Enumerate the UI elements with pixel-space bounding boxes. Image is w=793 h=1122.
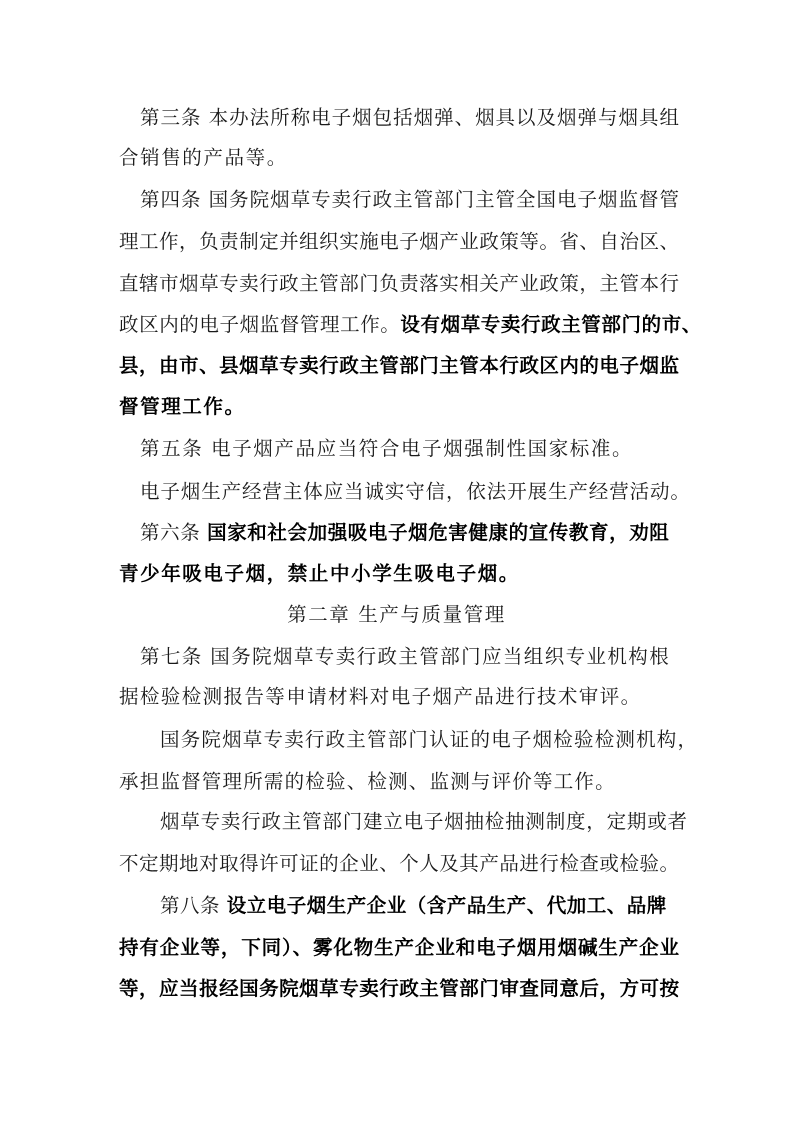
article-6-line-1 <box>140 521 679 545</box>
text-run: 第八条 <box>160 894 227 917</box>
bold-text-run: 青少年吸电子烟，禁止中小学生吸电子烟。 <box>119 562 520 585</box>
article-8-line-1 <box>160 894 679 918</box>
text-run: 政区内的电子烟监督管理工作。 <box>119 313 401 336</box>
bold-text-run: 设立电子烟生产企业（含产品生产、代加工、品牌 <box>226 894 667 917</box>
chapter-title: 第二章 生产与质量管理 <box>287 603 506 626</box>
article-4-line-5 <box>119 354 679 378</box>
article-7-line-2 <box>119 685 679 709</box>
article-5-line-1 <box>140 437 679 461</box>
article-4-line-4 <box>119 313 702 337</box>
text-run: 电子烟生产经营主体应当诚实守信，依法开展生产经营活动。 <box>140 480 691 503</box>
text-run: 第五条 电子烟产品应当符合电子烟强制性国家标准。 <box>140 437 634 460</box>
article-7-para-2-line-2 <box>119 770 679 794</box>
text-run: 不定期地对取得许可证的企业、个人及其产品进行检查或检验。 <box>119 852 679 875</box>
article-7-para-2-line-1 <box>160 728 699 752</box>
text-run: 理工作，负责制定并组织实施电子烟产业政策等。省、自治区、 <box>119 230 679 253</box>
text-run: 直辖市烟草专卖行政主管部门负责落实相关产业政策，主管本行 <box>119 272 679 295</box>
article-4-line-3 <box>119 272 679 296</box>
article-4-line-6 <box>119 395 679 419</box>
article-4-line-1 <box>140 188 679 212</box>
bold-text-run: 县，由市、县烟草专卖行政主管部门主管本行政区内的电子烟监 <box>119 354 679 377</box>
article-7-para-3-line-1 <box>160 810 688 834</box>
bold-text-run: 设有烟草专卖行政主管部门的市、 <box>400 313 702 336</box>
text-run: 第七条 国务院烟草专卖行政主管部门应当组织专业机构根 <box>140 645 671 668</box>
text-run: 承担监督管理所需的检验、检测、监测与评价等工作。 <box>119 770 616 793</box>
article-8-line-3 <box>119 977 679 1001</box>
article-8-line-2 <box>119 936 679 960</box>
article-3-line-2 <box>119 146 679 170</box>
article-7-para-3-line-2 <box>119 852 679 876</box>
text-run: 国务院烟草专卖行政主管部门认证的电子烟检验检测机构， <box>160 728 699 751</box>
article-4-line-2 <box>119 230 679 254</box>
article-6-line-2 <box>119 562 679 586</box>
text-run: 第三条 本办法所称电子烟包括烟弹、烟具以及烟弹与烟具组 <box>140 106 679 129</box>
article-5-line-2 <box>140 480 691 504</box>
bold-text-run: 持有企业等，下同）、雾化物生产企业和电子烟用烟碱生产企业 <box>119 936 679 959</box>
text-run: 第六条 <box>140 521 208 544</box>
bold-text-run: 督管理工作。 <box>119 395 246 418</box>
text-run: 第四条 国务院烟草专卖行政主管部门主管全国电子烟监督管 <box>140 188 679 211</box>
chapter-2-heading <box>0 603 793 627</box>
bold-text-run: 国家和社会加强吸电子烟危害健康的宣传教育，劝阻 <box>207 521 670 544</box>
text-run: 据检验检测报告等申请材料对电子烟产品进行技术审评。 <box>119 685 642 708</box>
text-run: 合销售的产品等。 <box>119 146 288 169</box>
article-3-line-1 <box>140 106 679 130</box>
article-7-line-1 <box>140 645 679 669</box>
bold-text-run: 等，应当报经国务院烟草专卖行政主管部门审查同意后，方可按 <box>119 977 679 1000</box>
text-run: 烟草专卖行政主管部门建立电子烟抽检抽测制度，定期或者 <box>160 810 688 833</box>
